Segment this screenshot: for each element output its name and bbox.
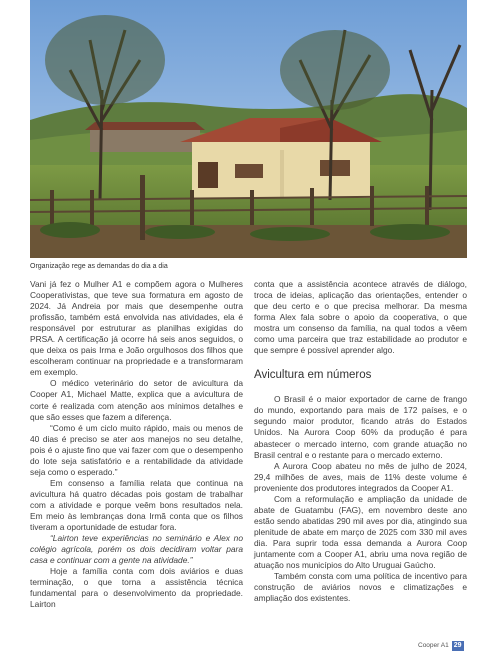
paragraph: Vani já fez o Mulher A1 e compõem agora o Mulheres Cooperativistas, que teve sua formatura em agosto de 2024. Já Andreia por mais que desempenhe outra profissão, também está envolvida nas atividades, ela é responsável por estruturar as planilhas exigidas do PRSA. A certificação já ocorre há seis anos seguidos, o que deixa os pais Irma e João orgulhosos dos filhos que escolheram continuar na propriedade e a transformaram em exemplo. [30,279,243,378]
section-heading: Avicultura em números [254,369,372,382]
photo-caption: Organização rege as demandas do dia a dia [30,263,168,270]
farm-scene-illustration [30,0,467,258]
paragraph: Hoje a família conta com dois aviários e duas terminação, o que torna a assistência técnica fundamental para o desenvolvimento da propriedade. Lairton [30,566,243,610]
publication-name: Cooper A1 [418,642,449,649]
right-column [254,279,467,604]
paragraph: O médico veterinário do setor de avicultura da Cooper A1, Michael Matte, explica que a avicultura de corte é realizada com atenção aos mínimos detalhes e que são esses que fazem a diferença. [30,378,243,422]
paragraph: conta que a assistência acontece através de diálogo, troca de ideias, aplicação das orientações, entender o que deu certo e o que precisa melhorar. Da mesma forma Alex fala sobre o apoio da cooperativa, o que mostra um consenso da família, na qual todos a vêem como uma parceira que traz estabilidade ao produtor e que sempre é possível aprender algo. [254,279,467,356]
farm-house-photo [30,0,467,258]
left-column [30,279,243,610]
paragraph: A Aurora Coop abateu no mês de julho de 2024, 29,4 milhões de aves, mais de 11% deste volume é proveniente dos produtores integrados da Cooper A1. [254,460,467,493]
quote-paragraph: “Como é um ciclo muito rápido, mais ou menos de 40 dias é preciso se ater aos manejos no seu detalhe, pois é o ajuste fino que vai fazer com que o desempenho do lote seja satisfatório e a rentabilidade da atividade seja como o esperado.” [30,422,243,477]
italic-quote: “Lairton teve experiências no seminário e Alex no colégio agrícola, porém os dois decidiram voltar para casa e continuar com a gente na atividade.” [30,533,243,566]
paragraph: O Brasil é o maior exportador de carne de frango do mundo, exportando para mais de 172 países, e o segundo maior produtor, ficando atrás do Estados Unidos. Na Aurora Coop 60% da produção é para abastecer o mercado interno, com grande atuação no Brasil central e o restante para o mercado externo. [254,394,467,460]
page-footer [418,641,464,651]
paragraph: Também consta com uma política de incentivo para construção de aviários novos e climatizações e ampliação dos existentes. [254,571,467,604]
page-number: 29 [453,642,462,649]
paragraph: Com a reformulação e ampliação da unidade de abate de Guatambu (FAG), em novembro deste ano estão sendo abatidas 290 mil aves por dia, atingindo sua plenitude de abate em março de 2025 com 330 mil aves dia. Para suprir toda essa demanda a Aurora Coop juntamente com a Cooper A1, abriu uma nova região de atuação nos municípios do Alto Uruguai Gaúcho. [254,493,467,571]
paragraph: Em consenso a família relata que continua na avicultura há quatro décadas pois gostam de trabalhar com a atividade e porque veêm bons resultados nela. Em meio às lembranças dona Irmã conta que os filhos tiveram a oportunidade de estudar fora. [30,477,243,533]
